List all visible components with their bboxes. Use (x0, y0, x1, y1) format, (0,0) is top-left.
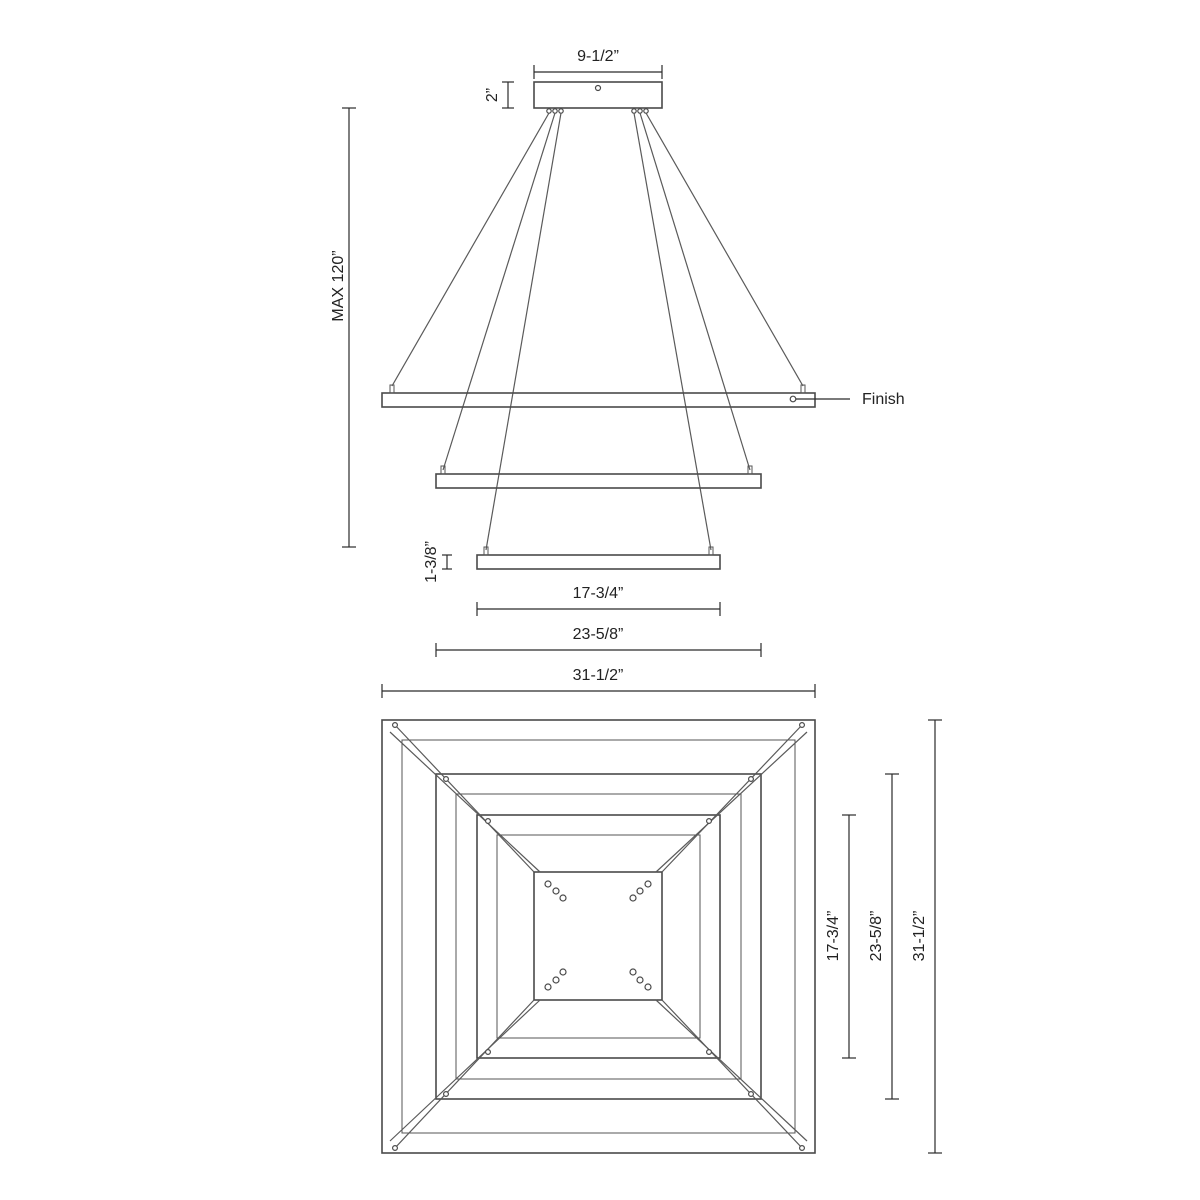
suspension-cables (392, 113, 803, 550)
svg-text:31-1/2”: 31-1/2” (572, 667, 624, 684)
svg-text:23-5/8”: 23-5/8” (868, 910, 885, 962)
canopy-width-dimension (534, 48, 662, 79)
finish-label: Finish (862, 391, 905, 408)
side-elevation (330, 48, 905, 698)
large-ring-side (382, 385, 815, 407)
svg-text:MAX 120”: MAX 120” (330, 250, 347, 322)
small-width-dimension (477, 585, 720, 616)
medium-ring-plan (436, 774, 761, 1099)
svg-text:23-5/8”: 23-5/8” (572, 626, 624, 643)
small-ring-side (477, 547, 720, 569)
medium-width-dimension (436, 626, 761, 657)
small-depth-dimension (825, 815, 856, 1058)
medium-depth-dimension (868, 774, 899, 1099)
plan-canopy-grips (545, 881, 651, 990)
svg-text:9-1/2”: 9-1/2” (577, 48, 619, 65)
medium-ring-side (436, 466, 761, 488)
svg-text:1-3/8”: 1-3/8” (423, 541, 440, 583)
svg-text:31-1/2”: 31-1/2” (911, 910, 928, 962)
canopy-height-dimension (484, 82, 514, 108)
svg-text:2”: 2” (484, 87, 501, 103)
svg-text:17-3/4”: 17-3/4” (825, 910, 842, 962)
canopy-screw (596, 86, 601, 91)
plan-view (382, 720, 942, 1153)
ring-height-dimension (423, 541, 452, 583)
max-height-dimension (330, 108, 356, 547)
large-width-dimension (382, 667, 815, 698)
finish-marker (790, 396, 796, 402)
canopy-cable-grips (547, 109, 648, 113)
plan-cables (390, 724, 807, 1149)
svg-text:17-3/4”: 17-3/4” (572, 585, 624, 602)
large-depth-dimension (911, 720, 942, 1153)
